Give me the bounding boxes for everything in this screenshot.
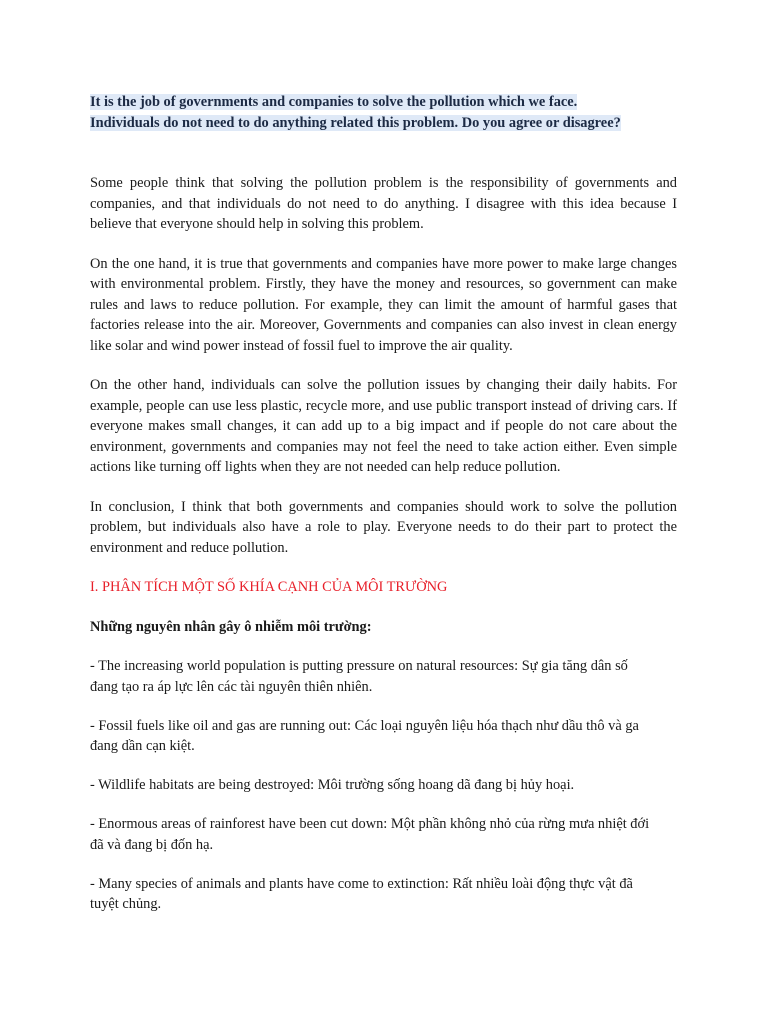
essay-prompt	[90, 92, 677, 133]
prompt-line-2: Individuals do not need to do anything related this problem. Do you agree or disagree?	[90, 114, 621, 131]
essay-conclusion: In conclusion, I think that both governments and companies should work to solve the pollution problem, but individuals also have a role to play. Everyone needs to do their part to protect the environment and reduce pollution.	[90, 498, 677, 556]
prompt-line-1: It is the job of governments and companies to solve the pollution which we face.	[90, 94, 578, 110]
list-item: - Many species of animals and plants have come to extinction: Rất nhiều loài động thực vật đã tuyệt chủng.	[90, 875, 633, 912]
essay-introduction: Some people think that solving the pollution problem is the responsibility of governments and companies, and that individuals do not need to do anything. I disagree with this idea because I believe that everyone should help in solving this problem.	[90, 175, 677, 232]
essay-body-paragraph-1: On the one hand, it is true that governments and companies have more power to make large changes with environmental problem. Firstly, they have the money and resources, so government can make rules and laws to reduce pollution. For example, they can limit the amount of harmful gases that factories release into the air. Moreover, Governments and companies can also invest in clean energy like solar and wind power instead of fossil fuel to improve the air quality.	[90, 255, 677, 354]
document-page	[90, 92, 677, 933]
list-item: - Enormous areas of rainforest have been cut down: Một phần không nhỏ của rừng mưa nhiệt đới đã và đang bị đốn hạ.	[90, 816, 650, 853]
causes-list	[90, 656, 677, 915]
essay-body	[90, 173, 677, 558]
causes-subheading: Những nguyên nhân gây ô nhiễm môi trường:	[90, 618, 372, 635]
essay-body-paragraph-2: On the other hand, individuals can solve the pollution issues by changing their daily habits. For example, people can use less plastic, recycle more, and use public transport instead of driving cars. If everyone makes small changes, it can add up to a big impact and if people do not care about the environment, governments and companies may not feel the need to take action either. Even simple actions like turning off lights when they are not needed can help reduce pollution.	[90, 377, 677, 475]
section-heading: I. PHÂN TÍCH MỘT SỐ KHÍA CẠNH CỦA MÔI TRƯỜNG	[90, 579, 448, 595]
list-item: - The increasing world population is putting pressure on natural resources: Sự gia tăng dân số đang tạo ra áp lực lên các tài nguyên thiên nhiên.	[90, 658, 628, 695]
list-item: - Wildlife habitats are being destroyed: Môi trường sống hoang dã đang bị hủy hoại.	[90, 777, 575, 793]
list-item: - Fossil fuels like oil and gas are running out: Các loại nguyên liệu hóa thạch như dầu thô và ga đang dần cạn kiệt.	[90, 717, 639, 754]
